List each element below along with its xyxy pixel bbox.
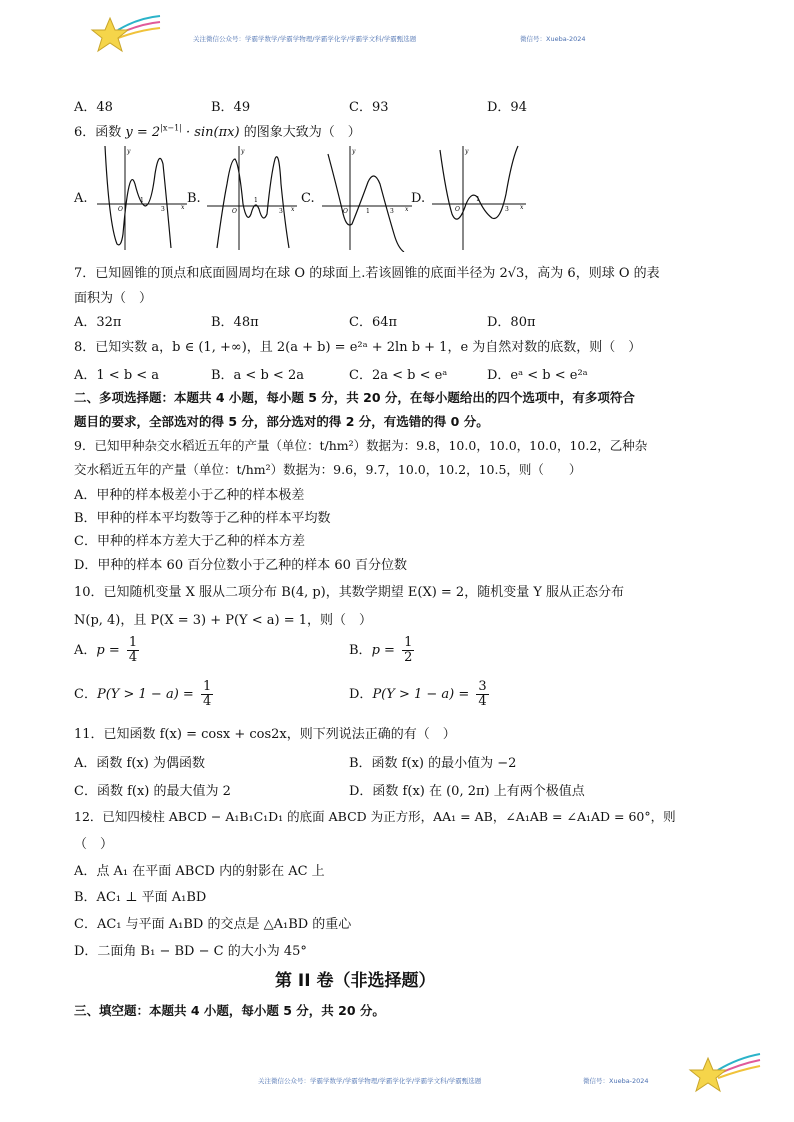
svg-text:y: y [127,148,131,155]
q11-option-d: D．函数 f(x) 在 (0, 2π) 上有两个极值点 [349,784,585,799]
q5-option-c: C．93 [349,100,389,115]
q9-option-d: D．甲种的样本 60 百分位数小于乙种的样本 60 百分位数 [74,558,408,573]
q9-option-a: A．甲种的样本极差小于乙种的样本极差 [74,488,305,503]
q10-option-c: C．P(Y > 1 − a) = $\frac{1}{4}$ [74,679,212,709]
q9-option-b: B．甲种的样本平均数等于乙种的样本平均数 [74,511,331,526]
svg-text:y: y [465,148,469,155]
q8-option-a: A．1 < b < a [74,368,160,383]
q8-option-d: D．eᵃ < b < e²ᵃ [487,368,588,383]
q12-option-b: B．AC₁ ⊥ 平面 A₁BD [74,890,207,905]
q7-line2: 面积为（ ） [74,291,153,306]
part2-title: 第 II 卷（非选择题） [275,971,436,991]
q6-label-b: B. [187,191,201,206]
q6-graph-d [430,144,530,252]
q8-option-b: B．a < b < 2a [211,368,304,383]
svg-text:1: 1 [254,197,258,204]
svg-text:x: x [291,206,295,213]
q6-label-d: D. [411,191,426,206]
svg-text:O: O [232,208,237,215]
star-logo-top [88,12,162,62]
q12-line2: （ ） [74,837,114,852]
svg-text:3: 3 [505,206,509,213]
q5-option-b: B．49 [211,100,251,115]
svg-text:O: O [343,208,348,215]
svg-text:x: x [520,204,524,211]
q10-line2: N(p, 4)，且 P(X = 3) + P(Y < a) = 1，则（ ） [74,613,373,628]
q5-option-d: D．94 [487,100,527,115]
q10-line1: 10．已知随机变量 X 服从二项分布 B(4, p)，其数学期望 E(X) = 2，随机变量 Y 服从正态分布 [74,585,625,600]
section2-line1: 二、多项选择题：本题共 4 小题，每小题 5 分，共 20 分，在每小题给出的四个选项中，有多项符合 [74,390,635,405]
q10-option-d: D．P(Y > 1 − a) = $\frac{3}{4}$ [349,679,487,709]
q10-option-b: B．p = $\frac{1}{2}$ [349,635,413,665]
svg-text:1: 1 [476,196,480,203]
q12-option-d: D．二面角 B₁ − BD − C 的大小为 45° [74,944,307,959]
header-wechat: 微信号：Xueba-2024 [520,35,586,43]
q6-graph-c [320,144,415,252]
q6-graph-b [205,144,300,252]
q8-option-c: C．2a < b < eᵃ [349,368,448,383]
q8-line1: 8．已知实数 a，b ∈ (1, +∞)，且 2(a + b) = e²ᵃ + 2ln b + 1，e 为自然对数的底数，则（ ） [74,340,642,355]
q7-option-d: D．80π [487,315,536,330]
q6-stem: 6．函数 $y = 2^{|x-1|} \cdot \sin(\pi x)$ 的图象大致为（ ） [74,123,361,140]
q10-option-a: A．p = $\frac{1}{4}$ [74,635,138,665]
section3-heading: 三、填空题：本题共 4 小题，每小题 5 分，共 20 分。 [74,1003,385,1018]
q9-line1: 9．已知甲种杂交水稻近五年的产量（单位：t/hm²）数据为：9.8，10.0，10.0，10.0，10.2，乙种杂 [74,438,648,453]
q11-option-b: B．函数 f(x) 的最小值为 −2 [349,756,517,771]
q12-option-a: A．点 A₁ 在平面 ABCD 内的射影在 AC 上 [74,864,325,879]
q12-option-c: C．AC₁ 与平面 A₁BD 的交点是 △A₁BD 的重心 [74,917,352,932]
q9-line2: 交水稻近五年的产量（单位：t/hm²）数据为：9.6，9.7，10.0，10.2，10.5，则（ ） [74,462,582,477]
q11-option-a: A．函数 f(x) 为偶函数 [74,756,205,771]
q6-label-a: A. [74,191,88,206]
q6-graph-a [95,144,190,252]
svg-text:y: y [241,148,245,155]
svg-text:y: y [352,148,356,155]
q6-label-c: C. [301,191,315,206]
footer-wechat: 微信号：Xueba-2024 [583,1077,649,1085]
q7-option-c: C．64π [349,315,398,330]
q7-line1: 7．已知圆锥的顶点和底面圆周均在球 O 的球面上.若该圆锥的底面半径为 2√3，高为 6，则球 O 的表 [74,266,660,281]
svg-text:x: x [181,204,185,211]
svg-text:3: 3 [279,208,283,215]
svg-text:3: 3 [161,206,165,213]
svg-text:1: 1 [140,197,144,204]
q12-line1: 12．已知四棱柱 ABCD − A₁B₁C₁D₁ 的底面 ABCD 为正方形，AA₁ = AB，∠A₁AB = ∠A₁AD = 60°，则 [74,809,676,824]
star-logo-bottom [688,1048,762,1102]
svg-text:3: 3 [390,208,394,215]
footer-text: 关注微信公众号：学霸学数学/学霸学物理/学霸学化学/学霸学文科/学霸甄选题 [258,1077,482,1085]
section2-line2: 题目的要求，全部选对的得 5 分，部分选对的得 2 分，有选错的得 0 分。 [74,414,489,429]
header-text: 关注微信公众号：学霸学数学/学霸学物理/学霸学化学/学霸学文科/学霸甄选题 [193,35,417,43]
q9-option-c: C．甲种的样本方差大于乙种的样本方差 [74,534,305,549]
svg-text:O: O [455,206,460,213]
svg-text:x: x [405,206,409,213]
svg-text:O: O [118,206,123,213]
q7-option-a: A．32π [74,315,122,330]
q11-line1: 11．已知函数 f(x) = cosx + cos2x，则下列说法正确的有（ ） [74,727,456,742]
q11-option-c: C．函数 f(x) 的最大值为 2 [74,784,231,799]
svg-text:1: 1 [366,208,370,215]
q5-option-a: A．48 [74,100,113,115]
q7-option-b: B．48π [211,315,259,330]
